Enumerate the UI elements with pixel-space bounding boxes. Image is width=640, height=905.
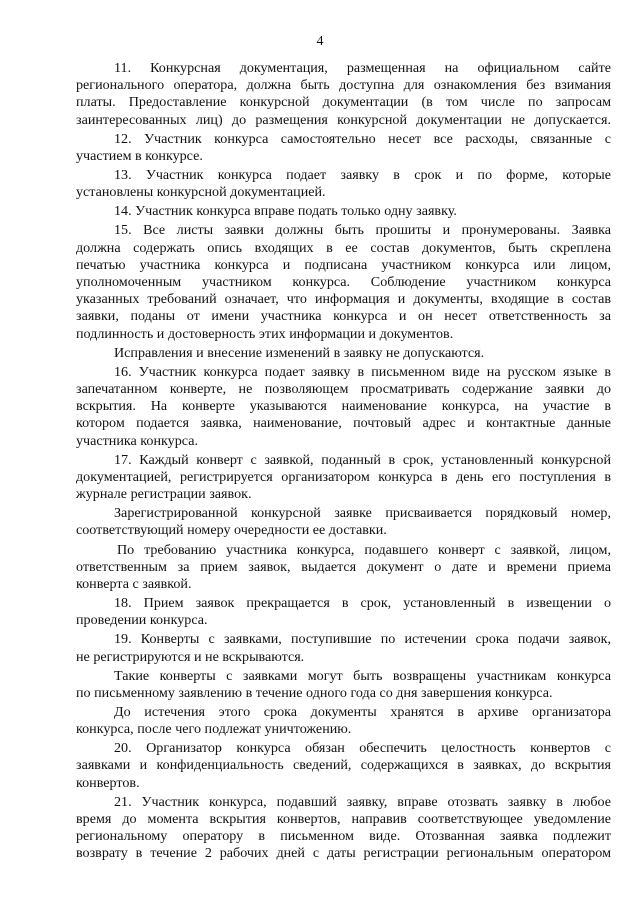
text-line: 20. Организатор конкурса обязан обеспечить целостность конвертов с [114,740,611,757]
text-line: проведении конкурса. [76,612,208,629]
text-line: не регистрируются и не вскрываются. [76,648,305,665]
paragraph-21 [76,794,611,863]
paragraph-12 [76,131,611,165]
paragraph-14 [76,203,611,220]
text-line: запечатанном конверте, не позволяющем просматривать содержание заявки до [76,381,611,397]
text-line: 19. Конверты с заявками, поступившие по истечении срока подачи заявок, [114,631,611,648]
text-line: участника конкурса. [76,432,198,449]
text-line: установлены конкурсной документацией. [76,184,326,201]
text-line: подлинность и достоверность этих информации и документов. [76,325,454,342]
text-line: котором подается заявка, наименование, почтовый адрес и контактные данные [76,415,611,432]
text-line: печатью участника конкурса и подписана участником конкурса или лицом, [76,256,611,273]
paragraph-11 [76,60,611,129]
text-line: 16. Участник конкурса подает заявку в письменном виде на русском языке в [114,363,611,380]
paragraph-corrections [76,345,611,362]
paragraph-20 [76,740,611,792]
text-line: журнале регистрации заявок. [76,486,252,503]
paragraph-17 [76,452,611,504]
text-line: конвертов. [76,774,140,791]
text-line: по письменному заявлению в течение одного года со дня завершения конкурса. [76,684,553,701]
paragraph-16 [76,364,611,450]
paragraph-storage [76,704,611,738]
text-line: Зарегистрированной конкурсной заявке присваивается порядковый номер, [114,505,611,522]
text-line: региональному оператору в письменном виде. Отозванная заявка подлежит [76,828,611,845]
text-line: 12. Участник конкурса самостоятельно несет все расходы, связанные с [114,130,611,147]
paragraph-registration-number [76,505,611,539]
text-line: конкурса, после чего подлежат уничтожению. [76,721,352,738]
paragraph-receipt-document [76,542,611,594]
text-line: соответствующий номеру очередности ее доставки. [76,522,387,539]
text-line: ответственным за прием заявок, выдается документ о дате и времени приема [76,558,611,575]
paragraph-18 [76,595,611,629]
text-line: документацией, регистрируется организатором конкурса в день его поступления в [76,468,611,485]
text-line: возврату в течение 2 рабочих дней с даты регистрации региональным оператором [76,845,611,862]
text-line: заявками и конфиденциальность сведений, содержащихся в заявках, до вскрытия [76,757,611,774]
paragraph-returned-envelopes [76,668,611,702]
text-line: должна содержать опись входящих в ее состав документов, быть скреплена [76,239,611,256]
text-line: регионального оператора, должна быть доступна для ознакомления без взимания [76,77,611,94]
text-line: заинтересованных лиц) до размещения конкурсной документации не допускается. [76,111,611,128]
text-line: 11. Конкурсная документация, размещенная на официальном сайте [114,60,611,76]
text-line: участием в конкурсе. [76,147,203,164]
document-body [76,60,611,864]
text-line: 14. Участник конкурса вправе подать только одну заявку. [114,203,457,220]
text-line: 13. Участник конкурса подает заявку в срок и по форме, которые [114,167,611,183]
paragraph-15 [76,222,611,342]
text-line: Исправления и внесение изменений в заявку не допускаются. [114,344,485,361]
text-line: время до момента вскрытия конвертов, направив соответствующее уведомление [76,810,611,827]
text-line: 15. Все листы заявки должны быть прошиты и пронумерованы. Заявка [114,222,611,239]
text-line: указанных требований означает, что информация и документы, входящие в состав [76,291,611,308]
text-line: заявки, поданы от имени участника конкурса и он несет ответственность за [76,308,611,325]
page-number: 4 [316,34,324,49]
text-line: 18. Прием заявок прекращается в срок, установленный в извещении о [114,595,611,611]
paragraph-13 [76,167,611,201]
text-line: 17. Каждый конверт с заявкой, поданный в срок, установленный конкурсной [114,451,611,468]
text-line: До истечения этого срока документы хранятся в архиве организатора [114,703,611,720]
text-line: вскрытия. На конверте указываются наименование конкурса, на участие в [76,398,611,415]
text-line: 21. Участник конкурса, подавший заявку, вправе отозвать заявку в любое [114,793,611,810]
text-line: конверта с заявкой. [76,575,192,592]
text-line: По требованию участника конкурса, подавшего конверт с заявкой, лицом, [117,541,611,558]
text-line: платы. Предоставление конкурсной документации (в том числе по запросам [76,94,611,111]
text-line: уполномоченным участником конкурса. Соблюдение участником конкурса [76,274,611,290]
text-line: Такие конверты с заявками могут быть возвращены участникам конкурса [114,667,611,684]
paragraph-19 [76,631,611,665]
